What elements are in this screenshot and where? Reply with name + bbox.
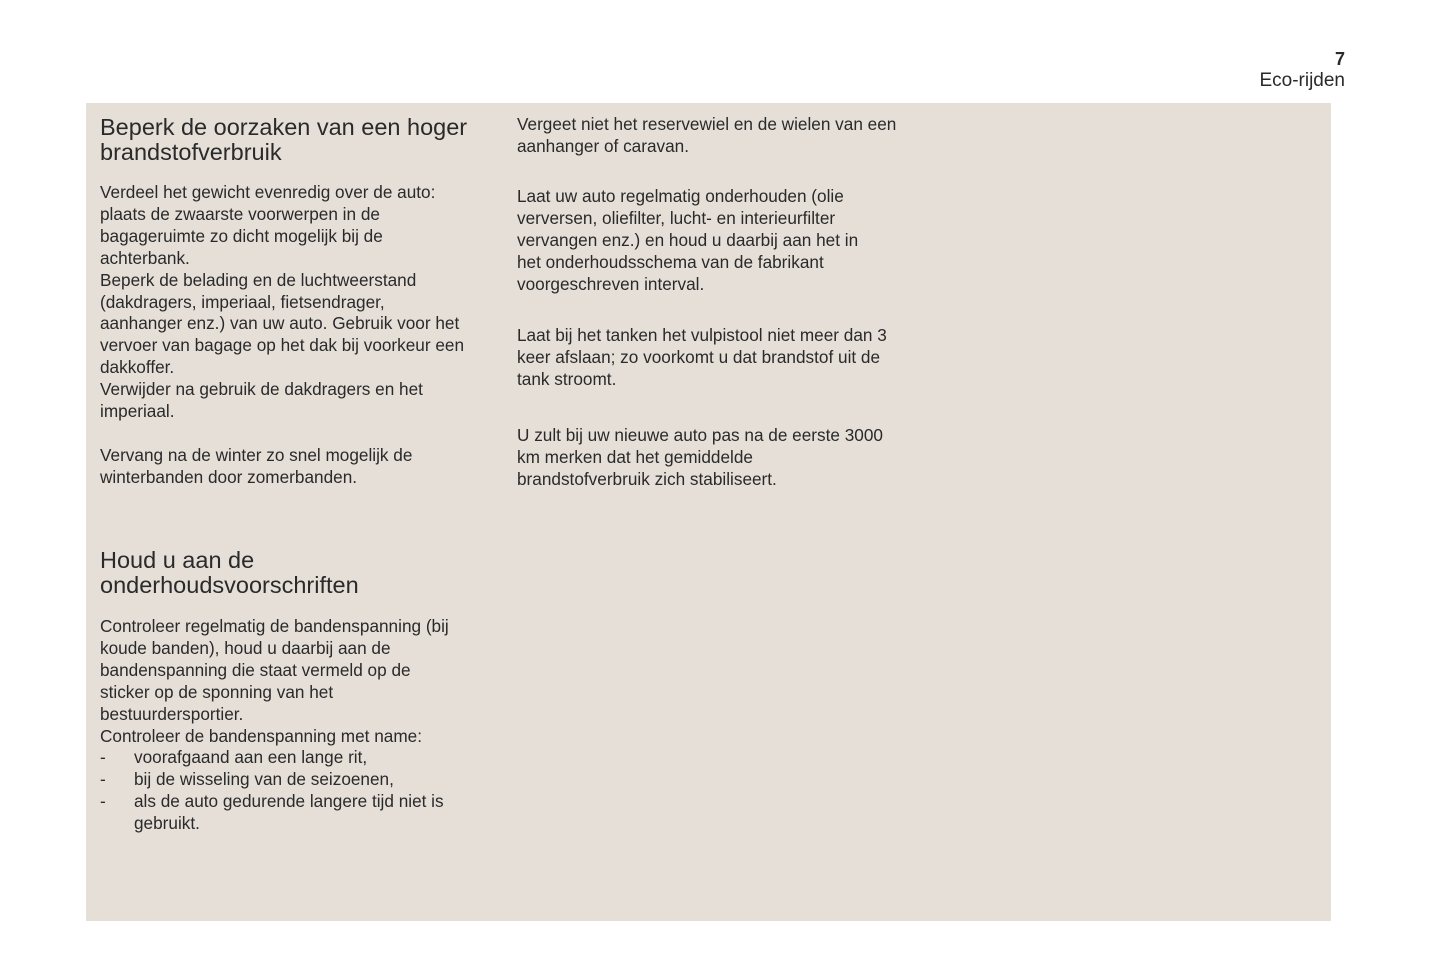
section-heading-maintenance: Houd u aan de onderhoudsvoorschriften: [100, 547, 359, 598]
paragraph-new-car-consumption: U zult bij uw nieuwe auto pas na de eerste 3000 km merken dat het gemiddelde brandstofverbruik zich stabiliseert.: [517, 425, 883, 489]
list-item: - voorafgaand aan een lange rit,: [100, 747, 475, 769]
section-body-fuel-consumption: [100, 182, 470, 489]
page-number: 7: [1334, 49, 1345, 69]
section-heading-fuel-consumption: Beperk de oorzaken van een hoger brandstofverbruik: [100, 114, 468, 165]
tyre-check-list: [100, 747, 475, 835]
paragraph-check-pressure-intro: Controleer de bandenspanning met name:: [100, 725, 423, 746]
paragraph-load-limit: Beperk de belading en de luchtweerstand (dakdragers, imperiaal, fietsendrager, aanhanger enz.) van uw auto. Gebruik voor het vervoer van bagage op het dak bij voorkeur een dakkoffer.: [100, 269, 465, 378]
paragraph-spare-wheel: Vergeet niet het reservewiel en de wielen van een aanhanger of caravan.: [517, 114, 897, 156]
paragraph-winter-tyres: Vervang na de winter zo snel mogelijk de winterbanden door zomerbanden.: [100, 444, 413, 487]
paragraph-regular-service: Laat uw auto regelmatig onderhouden (olie verversen, oliefilter, lucht- en interieurfilter vervangen enz.) en houd u daarbij aan het in het onderhoudsschema van de fabrikant voorgeschreven interval.: [517, 186, 859, 294]
section-body-maintenance: [100, 616, 475, 835]
paragraph-tyre-pressure: Controleer regelmatig de bandenspanning (bij koude banden), houd u daarbij aan de bandenspanning die staat vermeld op de sticker op de sponning van het bestuurdersportier.: [100, 616, 449, 724]
chapter-title: Eco-rijden: [1259, 70, 1345, 91]
page-header: [1259, 48, 1345, 92]
list-item: - als de auto gedurende langere tijd niet is gebruikt.: [100, 791, 475, 835]
list-item: - bij de wisseling van de seizoenen,: [100, 769, 475, 791]
content-panel: [86, 103, 1331, 921]
paragraph-remove-roof-racks: Verwijder na gebruik de dakdragers en het imperiaal.: [100, 379, 423, 422]
paragraph-refuelling: Laat bij het tanken het vulpistool niet meer dan 3 keer afslaan; zo voorkomt u dat brandstof uit de tank stroomt.: [517, 325, 887, 389]
paragraph-weight-distribution: Verdeel het gewicht evenredig over de auto: plaats de zwaarste voorwerpen in de bagageruimte zo dicht mogelijk bij de achterbank.: [100, 182, 436, 268]
